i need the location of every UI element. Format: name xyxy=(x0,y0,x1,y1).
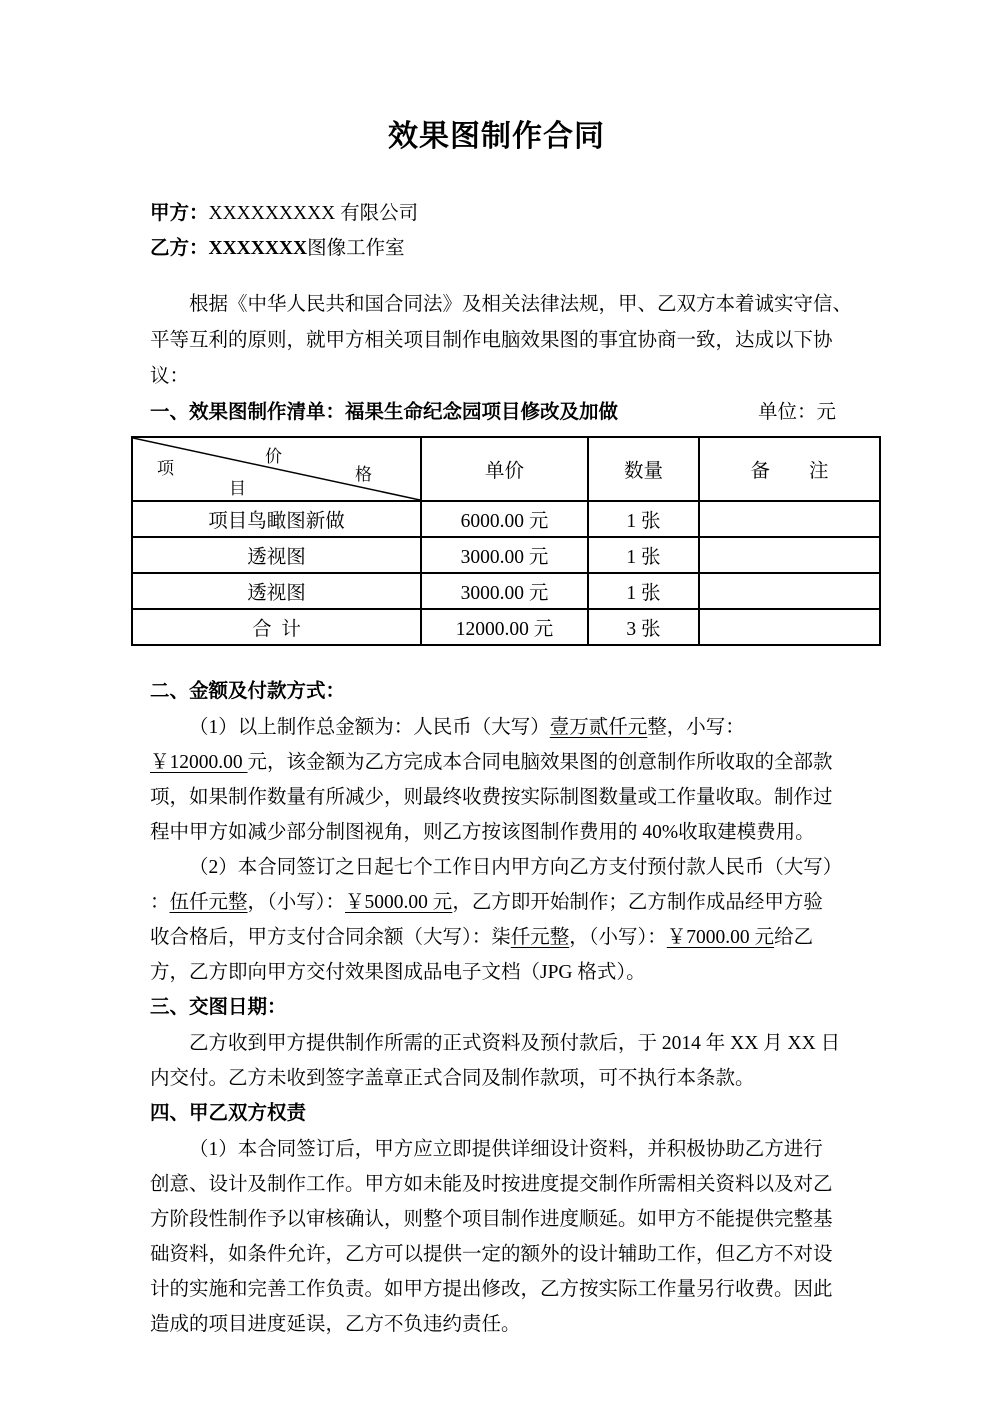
text-run: 收合格后，甲方支付合同余额（大写）：柒 xyxy=(150,927,511,948)
text-line xyxy=(150,1237,866,1272)
text-run: 内交付。乙方未收到签字盖章正式合同及制作款项，可不执行本条款。 xyxy=(150,1068,755,1089)
section-1-heading: 一、效果图制作清单：福果生命纪念园项目修改及加做 xyxy=(150,402,619,423)
unit-label: 单位：元 xyxy=(757,402,836,423)
underlined-value: ￥7000.00 元 xyxy=(666,927,775,948)
text-line xyxy=(150,885,866,920)
text-run: 创意、设计及制作工作。甲方如未能及时按进度提交制作所需相关资料以及对乙 xyxy=(150,1174,833,1195)
cell-item: 项目鸟瞰图新做 xyxy=(132,501,421,537)
underlined-value: 伍仟元整 xyxy=(169,892,248,913)
text-run: 平等互利的原则，就甲方相关项目制作电脑效果图的事宜协商一致，达成以下协 xyxy=(150,330,833,351)
underlined-value: ￥5000.00 元 xyxy=(345,892,453,913)
text-run: ，（小写）： xyxy=(569,927,667,948)
text-line xyxy=(150,323,866,359)
diagonal-header-cell xyxy=(132,437,421,501)
section-3-body xyxy=(150,1026,866,1096)
document-body xyxy=(150,287,866,1342)
section-4-body xyxy=(150,1132,866,1342)
table-row xyxy=(132,501,880,537)
cell-quantity: 1 张 xyxy=(588,501,699,537)
cell-remarks xyxy=(699,573,880,609)
table-total-row xyxy=(132,609,880,645)
text-line xyxy=(150,920,866,955)
underlined-value: 壹万贰仟元 xyxy=(549,717,648,738)
cell-unit-price: 3000.00 元 xyxy=(421,537,588,573)
text-run: 乙方收到甲方提供制作所需的正式资料及预付款后，于 2014 年 XX 月 XX 日 xyxy=(189,1033,841,1054)
text-line xyxy=(150,955,866,990)
corner-item-char-2: 目 xyxy=(229,479,246,498)
cell-item-total: 合 计 xyxy=(132,609,421,645)
price-table xyxy=(131,436,881,646)
text-run: （2）本合同签订之日起七个工作日内甲方向乙方支付预付款人民币（大写） xyxy=(189,857,843,878)
text-run: 议： xyxy=(150,366,190,387)
text-run: 造成的项目进度延误，乙方不负违约责任。 xyxy=(150,1314,521,1335)
party-b-label: 乙方： xyxy=(150,238,209,259)
party-b-name-masked: XXXXXXX xyxy=(208,238,308,259)
text-run: 整，小写： xyxy=(647,717,745,738)
text-line xyxy=(150,815,866,850)
cell-remarks-total xyxy=(699,609,880,645)
text-run: 方，乙方即向甲方交付效果图成品电子文档（JPG 格式）。 xyxy=(150,962,646,983)
header-remarks: 备 注 xyxy=(699,437,880,501)
table-row xyxy=(132,537,880,573)
header-unit-price: 单价 xyxy=(421,437,588,501)
text-line xyxy=(150,745,866,780)
section-4 xyxy=(150,1096,866,1342)
text-line xyxy=(150,1167,866,1202)
cell-quantity: 1 张 xyxy=(588,537,699,573)
cell-item: 透视图 xyxy=(132,537,421,573)
corner-price-char-2: 格 xyxy=(355,465,372,484)
text-line xyxy=(150,287,866,323)
table-row xyxy=(132,573,880,609)
section-3 xyxy=(150,990,866,1096)
section-3-heading: 三、交图日期： xyxy=(150,997,287,1018)
cell-unit-price-total: 12000.00 元 xyxy=(421,609,588,645)
text-line xyxy=(150,1132,866,1167)
text-run: 元，该金额为乙方完成本合同电脑效果图的创意制作所收取的全部款 xyxy=(247,752,833,773)
text-run: 给乙 xyxy=(774,927,814,948)
cell-item: 透视图 xyxy=(132,573,421,609)
underlined-value: ￥12000.00 xyxy=(150,752,248,773)
text-run: 计的实施和完善工作负责。如甲方提出修改，乙方按实际工作量另行收费。因此 xyxy=(150,1279,833,1300)
cell-remarks xyxy=(699,501,880,537)
party-b-name-suffix: 图像工作室 xyxy=(307,238,405,259)
text-line xyxy=(150,1202,866,1237)
party-a-line xyxy=(150,196,418,231)
text-run: 础资料，如条件允许，乙方可以提供一定的额外的设计辅助工作，但乙方不对设 xyxy=(150,1244,833,1265)
cell-unit-price: 6000.00 元 xyxy=(421,501,588,537)
text-line xyxy=(150,780,866,815)
cell-remarks xyxy=(699,537,880,573)
text-line xyxy=(150,850,866,885)
text-run: 项，如果制作数量有所减少，则最终收费按实际制图数量或工作量收取。制作过 xyxy=(150,787,833,808)
section-2 xyxy=(150,674,866,990)
parties-block xyxy=(150,196,418,266)
section-4-heading: 四、甲乙双方权责 xyxy=(150,1103,307,1124)
text-line xyxy=(150,710,866,745)
text-line xyxy=(150,1026,866,1061)
header-quantity: 数量 xyxy=(588,437,699,501)
document-title: 效果图制作合同 xyxy=(388,120,605,153)
text-run: ，乙方即开始制作；乙方制作成品经甲方验 xyxy=(452,892,823,913)
text-run: ，（小写）： xyxy=(247,892,346,913)
text-run: 程中甲方如减少部分制图视角，则乙方按该图制作费用的 40%收取建模费用。 xyxy=(150,822,815,843)
section-2-body xyxy=(150,710,866,990)
text-run: （1）以上制作总金额为：人民币（大写） xyxy=(189,717,550,738)
text-line xyxy=(150,1061,866,1096)
text-run: 方阶段性制作予以审核确认，则整个项目制作进度顺延。如甲方不能提供完整基 xyxy=(150,1209,833,1230)
party-b-line xyxy=(150,231,418,266)
table-header-row xyxy=(132,437,880,501)
text-line xyxy=(150,1307,866,1342)
section-2-heading: 二、金额及付款方式： xyxy=(150,681,346,702)
text-run: ： xyxy=(150,892,170,913)
corner-item-char-1: 项 xyxy=(157,459,174,478)
cell-unit-price: 3000.00 元 xyxy=(421,573,588,609)
intro-paragraph xyxy=(150,287,866,395)
underlined-value: 仟元整 xyxy=(510,927,570,948)
section-1-heading-row xyxy=(150,395,866,431)
cell-quantity: 1 张 xyxy=(588,573,699,609)
text-run: 根据《中华人民共和国合同法》及相关法律法规，甲、乙双方本着诚实守信、 xyxy=(189,294,853,315)
party-a-label: 甲方： xyxy=(150,203,209,224)
corner-price-char-1: 价 xyxy=(265,447,282,466)
text-run: （1）本合同签订后，甲方应立即提供详细设计资料，并积极协助乙方进行 xyxy=(189,1139,823,1160)
cell-quantity-total: 3 张 xyxy=(588,609,699,645)
text-line xyxy=(150,359,866,395)
party-a-name: XXXXXXXXX 有限公司 xyxy=(208,203,419,224)
text-line xyxy=(150,1272,866,1307)
